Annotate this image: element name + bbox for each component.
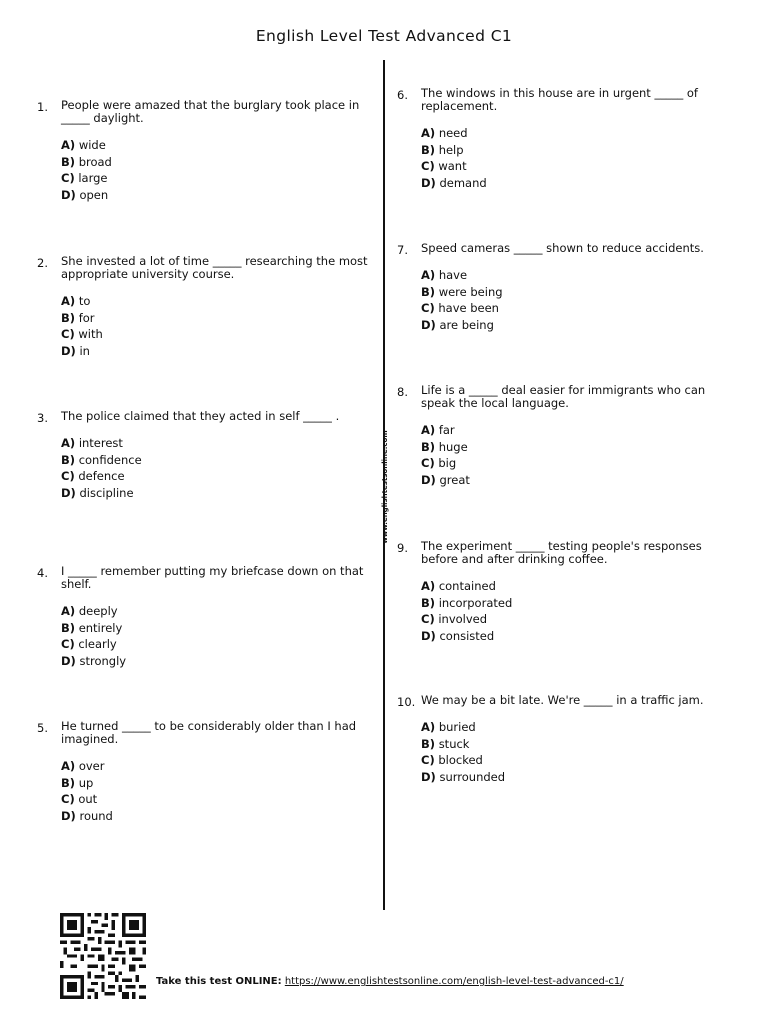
answer-options [421,578,741,644]
option-letter: D) [61,653,76,668]
answer-option[interactable] [421,142,741,159]
question-2 [37,254,381,359]
question-text: We may be a bit late. We're _____ in a traffic jam. [421,693,704,707]
option-text: deeply [78,604,118,618]
option-text: consisted [439,628,495,643]
answer-option[interactable] [61,808,381,825]
option-letter: C) [421,612,435,626]
option-letter: A) [421,720,436,734]
option-text: have been [438,301,499,315]
option-letter: D) [421,175,436,190]
online-test-label: Take this test ONLINE: [156,976,282,987]
option-text: strongly [79,653,127,668]
option-letter: A) [421,126,436,140]
option-letter: A) [421,268,436,282]
answer-option[interactable] [421,125,741,142]
answer-option[interactable] [61,326,381,343]
answer-option[interactable] [421,472,741,489]
online-test-link-row [156,976,624,987]
option-letter: C) [421,753,435,767]
option-text: large [78,171,108,185]
qr-code-icon[interactable] [60,913,146,999]
option-letter: B) [61,620,76,635]
option-letter: A) [61,759,76,773]
answer-option[interactable] [61,791,381,808]
answer-options [61,293,381,359]
option-letter: C) [61,469,75,483]
question-text: Speed cameras _____ shown to reduce accidents. [421,241,704,255]
answer-option[interactable] [61,775,381,792]
option-letter: A) [61,604,76,618]
answer-option[interactable] [61,485,381,502]
answer-option[interactable] [61,137,381,154]
question-text: The police claimed that they acted in self _____ . [61,409,340,423]
option-text: for [78,310,95,325]
option-letter: D) [421,472,436,487]
question-number: 6. [397,88,408,102]
question-5 [37,719,381,824]
answer-option[interactable] [421,267,741,284]
option-text: in [79,343,90,358]
option-text: incorporated [438,595,513,610]
question-text: Life is a _____ deal easier for immigrants who can speak the local language. [421,383,706,410]
option-letter: A) [421,423,436,437]
answer-option[interactable] [421,158,741,175]
option-text: open [79,187,109,202]
answer-option[interactable] [61,310,381,327]
question-text: I _____ remember putting my briefcase down on that shelf. [61,564,364,591]
option-text: entirely [78,620,123,635]
answer-option[interactable] [61,636,381,653]
option-letter: C) [421,301,435,315]
question-1 [37,98,381,203]
option-letter: C) [421,456,435,470]
option-letter: A) [61,436,76,450]
option-text: round [79,808,113,823]
answer-options [421,422,741,488]
option-text: interest [78,436,123,450]
answer-option[interactable] [421,300,741,317]
answer-option[interactable] [421,455,741,472]
answer-option[interactable] [421,284,741,301]
answer-option[interactable] [421,422,741,439]
option-text: blocked [438,753,483,767]
option-text: discipline [79,485,134,500]
option-letter: A) [61,138,76,152]
answer-options [61,435,381,501]
option-text: huge [438,439,468,454]
option-text: broad [78,154,112,169]
option-text: buried [438,720,476,734]
side-website-label: www.englishtestsonline.com [381,430,389,544]
question-6 [397,86,741,191]
option-text: want [438,159,467,173]
option-text: demand [439,175,487,190]
question-8 [397,383,741,488]
answer-option[interactable] [61,293,381,310]
option-text: help [438,142,464,157]
option-text: involved [438,612,488,626]
question-text: The experiment _____ testing people's responses before and after drinking coffee. [421,539,702,566]
option-text: are being [439,317,494,332]
question-number: 9. [397,541,408,555]
option-text: far [438,423,455,437]
question-number: 8. [397,385,408,399]
option-letter: B) [421,142,436,157]
answer-options [421,267,741,333]
answer-options [421,125,741,191]
option-text: defence [78,469,125,483]
option-letter: B) [421,736,436,751]
online-test-link[interactable]: https://www.englishtestsonline.com/english-level-test-advanced-c1/ [284,976,624,987]
answer-option[interactable] [61,187,381,204]
answer-option[interactable] [421,769,741,786]
answer-option[interactable] [421,611,741,628]
option-letter: B) [61,452,76,467]
answer-option[interactable] [61,435,381,452]
option-letter: C) [421,159,435,173]
option-letter: C) [61,792,75,806]
answer-option[interactable] [61,170,381,187]
question-text: The windows in this house are in urgent _____ of replacement. [421,86,698,113]
answer-options [61,603,381,669]
option-text: out [78,792,98,806]
answer-option[interactable] [61,343,381,360]
answer-option[interactable] [61,620,381,637]
answer-option[interactable] [421,439,741,456]
answer-option[interactable] [421,736,741,753]
answer-option[interactable] [61,653,381,670]
answer-option[interactable] [61,468,381,485]
question-number: 4. [37,566,48,580]
footer [60,913,740,999]
option-letter: B) [61,775,76,790]
option-letter: D) [61,808,76,823]
question-4 [37,564,381,669]
question-number: 3. [37,411,48,425]
option-text: up [78,775,94,790]
page-title: English Level Test Advanced C1 [255,27,513,45]
option-text: to [78,294,91,308]
question-3 [37,409,381,501]
question-number: 7. [397,243,408,257]
question-number: 10. [397,695,416,709]
option-text: over [78,759,105,773]
option-text: have [438,268,468,282]
answer-options [421,719,741,785]
option-text: need [438,126,468,140]
option-letter: D) [61,343,76,358]
option-text: clearly [78,637,117,651]
option-text: were being [438,284,503,299]
option-letter: D) [421,769,436,784]
answer-option[interactable] [61,758,381,775]
option-text: great [439,472,470,487]
option-letter: D) [421,317,436,332]
answer-option[interactable] [421,175,741,192]
answer-option[interactable] [421,317,741,334]
question-10 [397,693,741,785]
answer-option[interactable] [61,154,381,171]
answer-option[interactable] [421,752,741,769]
option-text: confidence [78,452,142,467]
answer-option[interactable] [421,578,741,595]
question-9 [397,539,741,644]
question-number: 1. [37,100,48,114]
question-number: 2. [37,256,48,270]
answer-option[interactable] [421,719,741,736]
option-letter: C) [61,327,75,341]
question-text: She invested a lot of time _____ researching the most appropriate university course. [61,254,368,281]
option-letter: D) [421,628,436,643]
option-letter: A) [421,579,436,593]
answer-option[interactable] [61,452,381,469]
option-text: with [78,327,103,341]
option-letter: B) [61,310,76,325]
option-letter: D) [61,187,76,202]
answer-options [61,137,381,203]
answer-options [61,758,381,824]
option-letter: C) [61,171,75,185]
option-text: wide [78,138,106,152]
option-letter: B) [61,154,76,169]
answer-option[interactable] [61,603,381,620]
answer-option[interactable] [421,595,741,612]
question-7 [397,241,741,333]
option-letter: A) [61,294,76,308]
option-text: surrounded [439,769,506,784]
option-text: big [438,456,457,470]
option-letter: B) [421,595,436,610]
option-letter: D) [61,485,76,500]
option-letter: B) [421,284,436,299]
question-number: 5. [37,721,48,735]
option-letter: B) [421,439,436,454]
answer-option[interactable] [421,628,741,645]
question-text: People were amazed that the burglary took place in _____ daylight. [61,98,360,125]
option-letter: C) [61,637,75,651]
option-text: contained [438,579,496,593]
question-text: He turned _____ to be considerably older than I had imagined. [61,719,357,746]
option-text: stuck [438,736,470,751]
